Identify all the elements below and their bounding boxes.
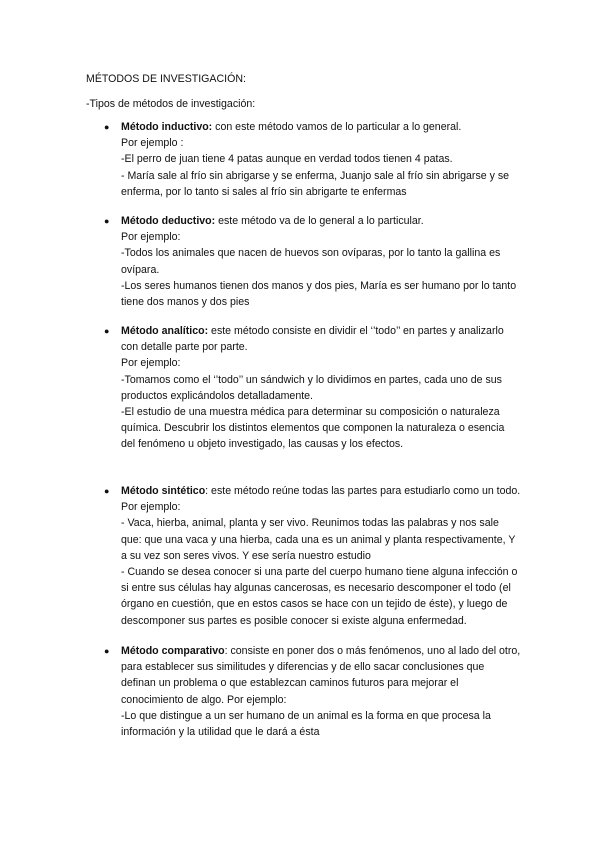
method-example-line: -Todos los animales que nacen de huevos son ovíparas, por lo tanto la gallina es ovípara. <box>121 247 501 276</box>
method-inductivo <box>104 119 521 200</box>
document-subheading: -Tipos de métodos de investigación: <box>86 98 256 110</box>
bullet-icon: ● <box>104 216 110 226</box>
document-heading: MÉTODOS DE INVESTIGACIÓN: <box>86 73 246 85</box>
method-example-line: -El estudio de una muestra médica para determinar su composición o naturaleza química. Descubrir los distintos elementos que componen la naturaleza o esencia del fenómeno u objeto investigado, las causas y los efectos. <box>121 406 505 451</box>
method-title: Método comparativo <box>121 645 225 657</box>
method-deductivo <box>104 213 521 310</box>
method-example-line: Por ejemplo: <box>121 231 181 244</box>
method-intro <box>121 323 521 355</box>
bullet-icon: ● <box>104 646 110 656</box>
method-example-line: -Lo que distingue a un ser humano de un animal es la forma en que procesa la información y la utilidad que le dará a ésta <box>121 709 491 739</box>
method-intro <box>121 119 521 135</box>
method-title: Método deductivo: <box>121 215 216 227</box>
method-example-line: -Los seres humanos tienen dos manos y dos pies, María es ser humano por lo tanto tiene dos manos y dos pies <box>121 279 517 309</box>
bullet-icon: ● <box>104 326 110 336</box>
method-intro <box>121 213 521 229</box>
bullet-icon: ● <box>104 122 110 132</box>
method-title: Método inductivo: <box>121 121 213 133</box>
bullet-icon: ● <box>104 486 110 496</box>
method-description: : consiste en poner dos o más fenómenos, uno al lado del otro, para establecer sus similitudes y diferencias y de ello sacar conclusiones que definan un problema o que establezcan caminos futuros para mejorar el conocimiento de algo. Por ejemplo: <box>121 645 521 706</box>
method-title: Método sintético <box>121 485 206 497</box>
method-title: Método analítico: <box>121 325 209 337</box>
method-example-line: -El perro de juan tiene 4 patas aunque en verdad todos tienen 4 patas. <box>121 153 453 166</box>
method-example-line: - María sale al frío sin abrigarse y se enferma, Juanjo sale al frío sin abrigarse y se enferma, por lo tanto si sales al frío sin abrigarte te enfermas <box>121 169 510 198</box>
method-sintetico <box>104 483 521 629</box>
method-example-line: -Tomamos como el ‘’todo’’ un sándwich y lo dividimos en partes, cada uno de sus productos explicándolos detalladamente. <box>121 373 502 402</box>
method-description: con este método vamos de lo particular a lo general. <box>212 121 462 133</box>
method-example-line: - Cuando se desea conocer si una parte del cuerpo humano tiene alguna infección o si entre sus células hay algunas cancerosas, es necesario descomponer el todo (el órgano en cuestión, que en estos casos se hace con un tejido de éste), y luego de descomponer sus partes es posible conocer si existe alguna enfermedad. <box>121 566 518 627</box>
method-example-line: Por ejemplo: <box>121 357 181 370</box>
method-description: : este método reúne todas las partes para estudiarlo como un todo. Por ejemplo: <box>121 485 521 514</box>
method-example-line: - Vaca, hierba, animal, planta y ser vivo. Reunimos todas las palabras y nos sale que: que una vaca y una hierba, cada una es un animal y planta respectivamente, Y a su vez son seres vivos. Y ese sería nuestro estudio <box>121 517 516 562</box>
method-description: este método consiste en dividir el ‘’todo’’ en partes y analizarlo con detalle parte por parte. <box>121 325 504 354</box>
method-analitico <box>104 323 521 453</box>
method-example-line: Por ejemplo : <box>121 137 184 150</box>
method-comparativo <box>104 643 521 740</box>
method-description: este método va de lo general a lo particular. <box>215 215 424 227</box>
method-intro <box>121 643 521 708</box>
method-intro <box>121 483 521 515</box>
